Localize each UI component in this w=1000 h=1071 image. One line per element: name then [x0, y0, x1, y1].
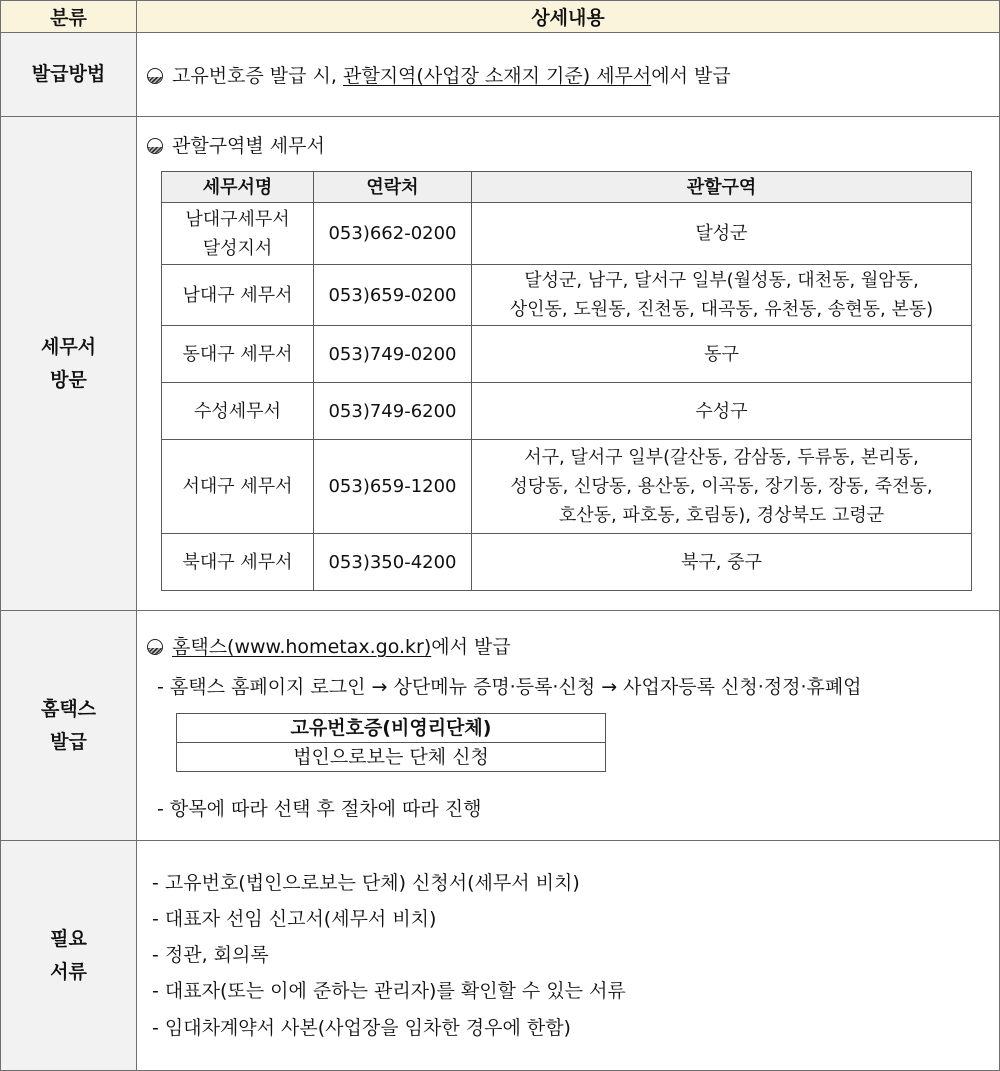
category-label-line2: 서류	[50, 960, 87, 983]
office-phone: 053)749-6200	[314, 383, 472, 440]
office-name: 수성세무서	[162, 383, 314, 440]
circle-bullet-icon	[147, 138, 163, 154]
office-name: 서대구 세무서	[162, 440, 314, 534]
hometax-link[interactable]: 홈택스(www.hometax.go.kr)	[172, 636, 432, 658]
issue-method-text	[147, 61, 731, 88]
issue-method-prefix: 고유번호증 발급 시,	[172, 65, 343, 87]
header-detail	[136, 0, 1000, 33]
office-phone: 053)659-1200	[314, 440, 472, 534]
table-row	[162, 383, 972, 440]
detail-issue-method	[136, 32, 1000, 117]
list-item: - 고유번호(법인으로보는 단체) 신청서(세무서 비치)	[152, 872, 580, 894]
table-row	[162, 440, 972, 534]
category-issue-method	[0, 32, 137, 117]
office-area: 서구, 달서구 일부(갈산동, 감삼동, 두류동, 본리동, 성당동, 신당동, 용산동, 이곡동, 장기동, 장동, 죽전동, 호산동, 파호동, 호림동), 경상북도 고령군	[472, 440, 972, 534]
hometax-menu-box	[176, 713, 606, 772]
col-jurisdiction: 관할구역	[472, 172, 972, 203]
hometax-heading	[147, 632, 511, 659]
category-hometax	[0, 610, 137, 841]
menu-box-title: 고유번호증(비영리단체)	[177, 714, 605, 743]
circle-bullet-icon	[147, 639, 163, 655]
col-phone: 연락처	[314, 172, 472, 203]
jurisdiction-text: 관할지역(사업장 소재지 기준) 세무서	[343, 65, 652, 87]
table-row	[162, 534, 972, 591]
hometax-heading-suffix: 에서 발급	[431, 636, 511, 658]
office-visit-heading-label: 관할구역별 세무서	[172, 135, 325, 157]
category-office-visit	[0, 116, 137, 611]
office-phone: 053)350-4200	[314, 534, 472, 591]
list-item: - 대표자 선임 신고서(세무서 비치)	[152, 908, 437, 930]
category-required-docs	[0, 840, 137, 1071]
menu-box-item: 법인으로보는 단체 신청	[293, 746, 489, 768]
circle-bullet-icon	[147, 68, 163, 84]
office-area: 수성구	[472, 383, 972, 440]
category-label: 발급방법	[31, 63, 106, 85]
office-name: 북대구 세무서	[162, 534, 314, 591]
list-item: - 대표자(또는 이에 준하는 관리자)를 확인할 수 있는 서류	[152, 980, 626, 1002]
category-label-line2: 발급	[50, 730, 87, 753]
office-phone: 053)749-0200	[314, 326, 472, 383]
list-item: - 임대차계약서 사본(사업장을 임차한 경우에 한함)	[152, 1017, 571, 1039]
hometax-step-login: - 홈택스 홈페이지 로그인 → 상단메뉴 증명·등록·신청 → 사업자등록 신청·정정·휴폐업	[157, 676, 862, 698]
office-name: 남대구 세무서	[162, 265, 314, 326]
category-label-line1: 세무서	[40, 335, 97, 358]
office-phone: 053)662-0200	[314, 203, 472, 265]
tax-office-table	[161, 171, 972, 591]
office-area: 북구, 중구	[472, 534, 972, 591]
hometax-step-proceed: - 항목에 따라 선택 후 절차에 따라 진행	[157, 798, 482, 820]
issue-method-suffix: 에서 발급	[651, 65, 731, 87]
category-label-line1: 필요	[50, 927, 87, 950]
header-category-label: 분류	[50, 7, 87, 29]
header-detail-label: 상세내용	[531, 7, 605, 29]
list-item: - 정관, 회의록	[152, 944, 269, 966]
table-row	[162, 265, 972, 326]
office-visit-heading	[147, 131, 325, 158]
table-row	[162, 326, 972, 383]
office-area: 동구	[472, 326, 972, 383]
office-area: 달성군	[472, 203, 972, 265]
header-category	[0, 0, 137, 33]
office-name: 동대구 세무서	[162, 326, 314, 383]
office-phone: 053)659-0200	[314, 265, 472, 326]
table-header-row	[162, 172, 972, 203]
col-office-name: 세무서명	[162, 172, 314, 203]
table-row	[162, 203, 972, 265]
office-name: 남대구세무서 달성지서	[162, 203, 314, 265]
office-area: 달성군, 남구, 달서구 일부(월성동, 대천동, 월암동, 상인동, 도원동, 진천동, 대곡동, 유천동, 송현동, 본동)	[472, 265, 972, 326]
category-label-line1: 홈택스	[40, 697, 97, 720]
category-label-line2: 방문	[50, 368, 87, 391]
